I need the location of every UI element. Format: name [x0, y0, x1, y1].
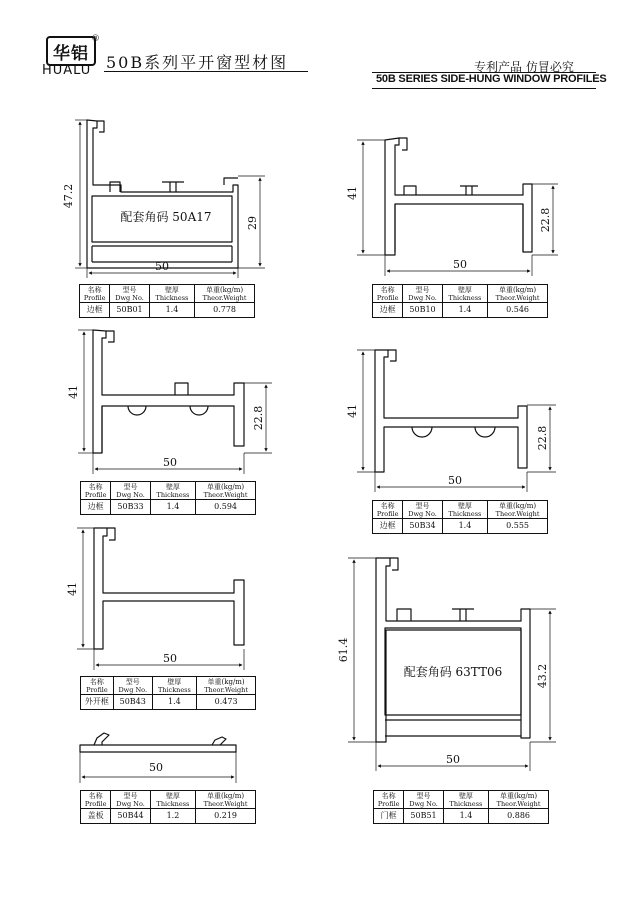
col-thickness-header: 壁厚 Thickness: [442, 285, 487, 303]
col-profile-header: 名称 Profile: [81, 791, 111, 809]
col-weight-header: 单重(kg/m) Theor.Weight: [489, 791, 549, 809]
dim-50B44-width: 50: [149, 761, 163, 774]
cell-dwg: 50B10: [403, 303, 443, 318]
logo-text-en: HUALU: [42, 63, 92, 78]
spec-table-50B44: [80, 790, 256, 824]
col-dwg-header: 型号 Dwg No.: [111, 791, 151, 809]
cell-profile: 边框: [373, 303, 403, 318]
profile-50B01-dimensions: [75, 120, 265, 278]
inner-label-50B01: 配套角码 50A17: [120, 210, 212, 224]
cell-dwg: 50B43: [113, 695, 152, 710]
col-thickness-header: 壁厚 Thickness: [150, 791, 195, 809]
cell-weight: 0.473: [197, 695, 256, 710]
dim-50B34-inner: 22.8: [536, 425, 549, 451]
cell-weight: 0.555: [488, 519, 548, 534]
cell-thickness: 1.4: [149, 303, 194, 318]
cell-thickness: 1.4: [443, 809, 488, 824]
cell-thickness: 1.4: [150, 500, 195, 515]
dim-50B10-width: 50: [453, 258, 467, 271]
profile-50B33-shape: [93, 330, 244, 453]
page-title-cn: 50B系列平开窗型材图: [106, 53, 289, 72]
profile-50B10-dimensions: [357, 140, 558, 276]
profile-50B43-shape: [94, 528, 244, 649]
col-thickness-header: 壁厚 Thickness: [442, 501, 487, 519]
dim-50B43-height: 41: [66, 582, 79, 596]
col-profile-header: 名称 Profile: [81, 677, 114, 695]
profile-50B34-shape: [375, 350, 527, 472]
col-dwg-header: 型号 Dwg No.: [111, 482, 151, 500]
col-profile-header: 名称 Profile: [373, 285, 403, 303]
cell-profile: 门框: [374, 809, 404, 824]
col-profile-header: 名称 Profile: [374, 791, 404, 809]
dim-50B51-width: 50: [446, 753, 460, 766]
cell-dwg: 50B51: [404, 809, 444, 824]
col-weight-header: 单重(kg/m) Theor.Weight: [488, 501, 548, 519]
col-thickness-header: 壁厚 Thickness: [150, 482, 195, 500]
inner-label-50B51: 配套角码 63TT06: [403, 665, 503, 679]
col-thickness-header: 壁厚 Thickness: [149, 285, 194, 303]
cell-weight: 0.886: [489, 809, 549, 824]
col-profile-header: 名称 Profile: [373, 501, 403, 519]
dim-50B51-inner: 43.2: [536, 663, 549, 689]
cell-profile: 边框: [80, 303, 110, 318]
cell-profile: 边框: [81, 500, 111, 515]
dim-50B01-height: 47.2: [62, 183, 75, 209]
cell-dwg: 50B01: [110, 303, 150, 318]
spec-table-50B51: [373, 790, 549, 824]
col-profile-header: 名称 Profile: [80, 285, 110, 303]
dim-50B34-width: 50: [448, 474, 462, 487]
profile-50B34-dimensions: [357, 350, 556, 492]
cell-weight: 0.594: [196, 500, 256, 515]
col-dwg-header: 型号 Dwg No.: [403, 285, 443, 303]
logo-text-cn: 华铝: [53, 43, 89, 64]
profile-50B10-shape: [385, 138, 532, 255]
dim-50B33-width: 50: [163, 456, 177, 469]
cell-weight: 0.546: [488, 303, 548, 318]
col-weight-header: 单重(kg/m) Theor.Weight: [488, 285, 548, 303]
profile-50B44-shape: [80, 733, 236, 752]
cell-dwg: 50B44: [111, 809, 151, 824]
spec-table-50B33: [80, 481, 256, 515]
cell-profile: 盖板: [81, 809, 111, 824]
col-weight-header: 单重(kg/m) Theor.Weight: [197, 677, 256, 695]
cell-thickness: 1.4: [152, 695, 197, 710]
cell-thickness: 1.4: [442, 303, 487, 318]
spec-table-50B01: [79, 284, 255, 318]
col-dwg-header: 型号 Dwg No.: [403, 501, 443, 519]
dim-50B43-width: 50: [163, 652, 177, 665]
col-dwg-header: 型号 Dwg No.: [110, 285, 150, 303]
col-profile-header: 名称 Profile: [81, 482, 111, 500]
spec-table-50B10: [372, 284, 548, 318]
dim-50B33-inner: 22.8: [252, 405, 265, 431]
dim-50B51-height: 61.4: [337, 637, 350, 663]
col-dwg-header: 型号 Dwg No.: [404, 791, 444, 809]
col-thickness-header: 壁厚 Thickness: [152, 677, 197, 695]
col-weight-header: 单重(kg/m) Theor.Weight: [196, 482, 256, 500]
col-thickness-header: 壁厚 Thickness: [443, 791, 488, 809]
cell-thickness: 1.2: [150, 809, 195, 824]
dim-50B01-inner: 29: [246, 216, 259, 230]
registered-mark: ®: [91, 34, 100, 44]
dim-50B33-height: 41: [67, 385, 80, 399]
profile-50B01-shape: [87, 120, 238, 268]
dim-50B10-height: 41: [346, 186, 359, 200]
page-title-en: 50B SERIES SIDE-HUNG WINDOW PROFILES: [376, 73, 607, 85]
col-weight-header: 单重(kg/m) Theor.Weight: [196, 791, 256, 809]
cell-dwg: 50B34: [403, 519, 443, 534]
cell-weight: 0.778: [195, 303, 255, 318]
cell-thickness: 1.4: [442, 519, 487, 534]
spec-table-50B43: [80, 676, 256, 710]
cell-profile: 边框: [373, 519, 403, 534]
profile-50B33-dimensions: [78, 330, 272, 474]
cell-profile: 外开框: [81, 695, 114, 710]
patent-slogan: 专利产品 仿冒必究: [474, 60, 574, 74]
col-dwg-header: 型号 Dwg No.: [113, 677, 152, 695]
spec-table-50B34: [372, 500, 548, 534]
profile-50B51-shape: [376, 558, 530, 742]
cell-dwg: 50B33: [111, 500, 151, 515]
dim-50B34-height: 41: [346, 404, 359, 418]
dim-50B10-inner: 22.8: [539, 207, 552, 233]
dim-50B01-width: 50: [155, 260, 169, 273]
cell-weight: 0.219: [196, 809, 256, 824]
col-weight-header: 单重(kg/m) Theor.Weight: [195, 285, 255, 303]
